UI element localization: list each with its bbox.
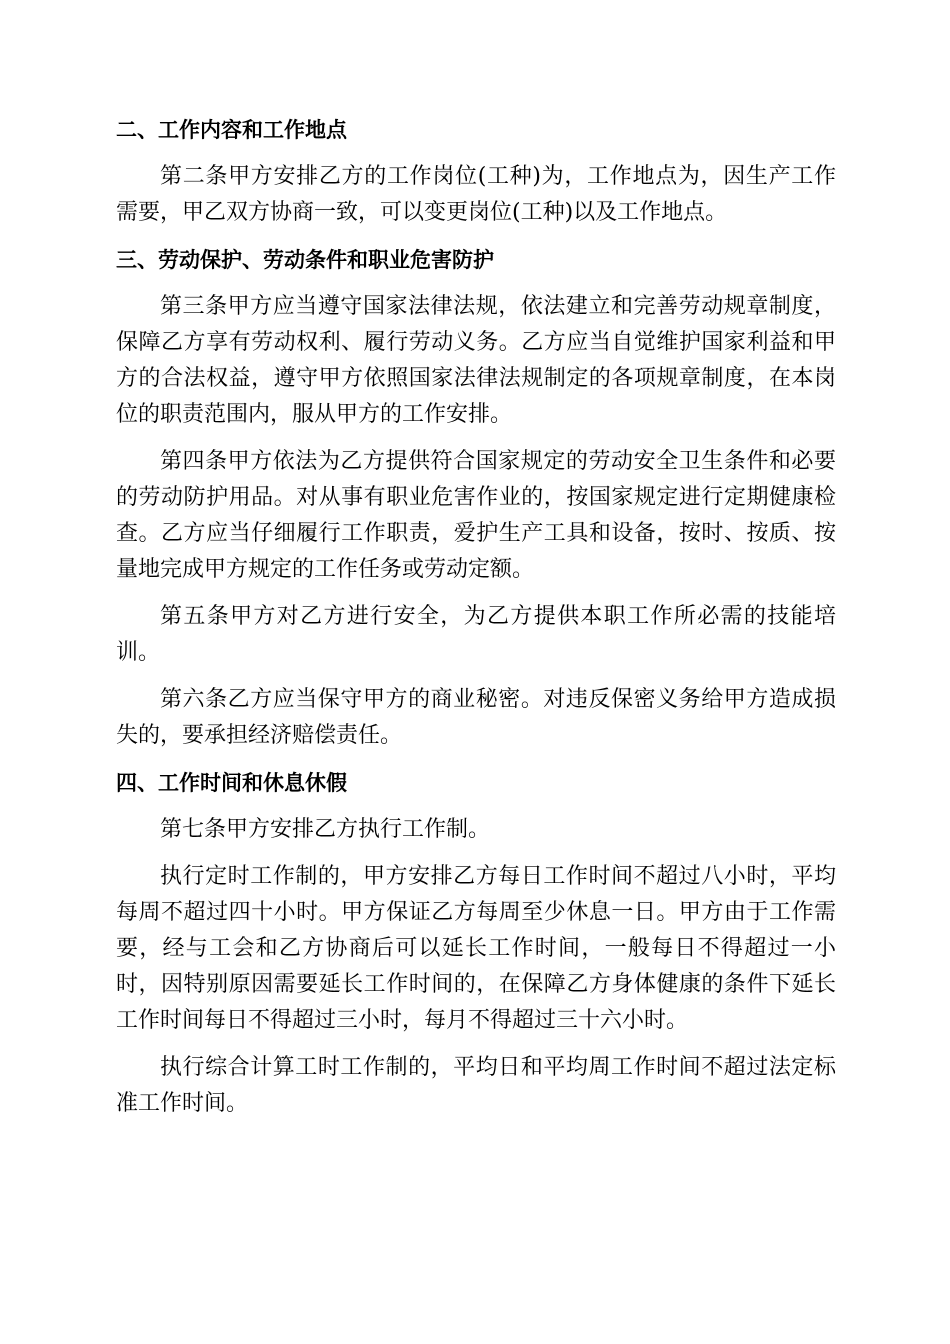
section-heading-3: 三、劳动保护、劳动条件和职业危害防护: [116, 248, 494, 272]
comprehensive-hours-paragraph: 执行综合计算工时工作制的，平均日和平均周工作时间不超过法定标准工作时间。: [116, 1055, 836, 1116]
article-2-paragraph: 第二条甲方安排乙方的工作岗位(工种)为，工作地点为，因生产工作需要，甲乙双方协商一致，可以变更岗位(工种)以及工作地点。: [116, 164, 836, 225]
section-heading-4: 四、工作时间和休息休假: [116, 771, 347, 795]
document-body: [116, 112, 836, 1133]
section-heading-2: 二、工作内容和工作地点: [116, 118, 347, 142]
article-5-paragraph: 第五条甲方对乙方进行安全，为乙方提供本职工作所必需的技能培训。: [116, 604, 836, 665]
article-4-paragraph: 第四条甲方依法为乙方提供符合国家规定的劳动安全卫生条件和必要的劳动防护用品。对从事有职业危害作业的，按国家规定进行定期健康检查。乙方应当仔细履行工作职责，爱护生产工具和设备，按时、按质、按量地完成甲方规定的工作任务或劳动定额。: [116, 449, 836, 582]
article-3-paragraph: 第三条甲方应当遵守国家法律法规，依法建立和完善劳动规章制度，保障乙方享有劳动权利、履行劳动义务。乙方应当自觉维护国家利益和甲方的合法权益，遵守甲方依照国家法律法规制定的各项规章制度，在本岗位的职责范围内，服从甲方的工作安排。: [116, 294, 836, 427]
fixed-hours-paragraph: 执行定时工作制的，甲方安排乙方每日工作时间不超过八小时，平均每周不超过四十小时。甲方保证乙方每周至少休息一日。甲方由于工作需要，经与工会和乙方协商后可以延长工作时间，一般每日不得超过一小时，因特别原因需要延长工作时间的，在保障乙方身体健康的条件下延长工作时间每日不得超过三小时，每月不得超过三十六小时。: [116, 864, 836, 1033]
article-6-paragraph: 第六条乙方应当保守甲方的商业秘密。对违反保密义务给甲方造成损失的，要承担经济赔偿责任。: [116, 687, 836, 748]
article-7-paragraph: 第七条甲方安排乙方执行工作制。: [160, 817, 491, 842]
